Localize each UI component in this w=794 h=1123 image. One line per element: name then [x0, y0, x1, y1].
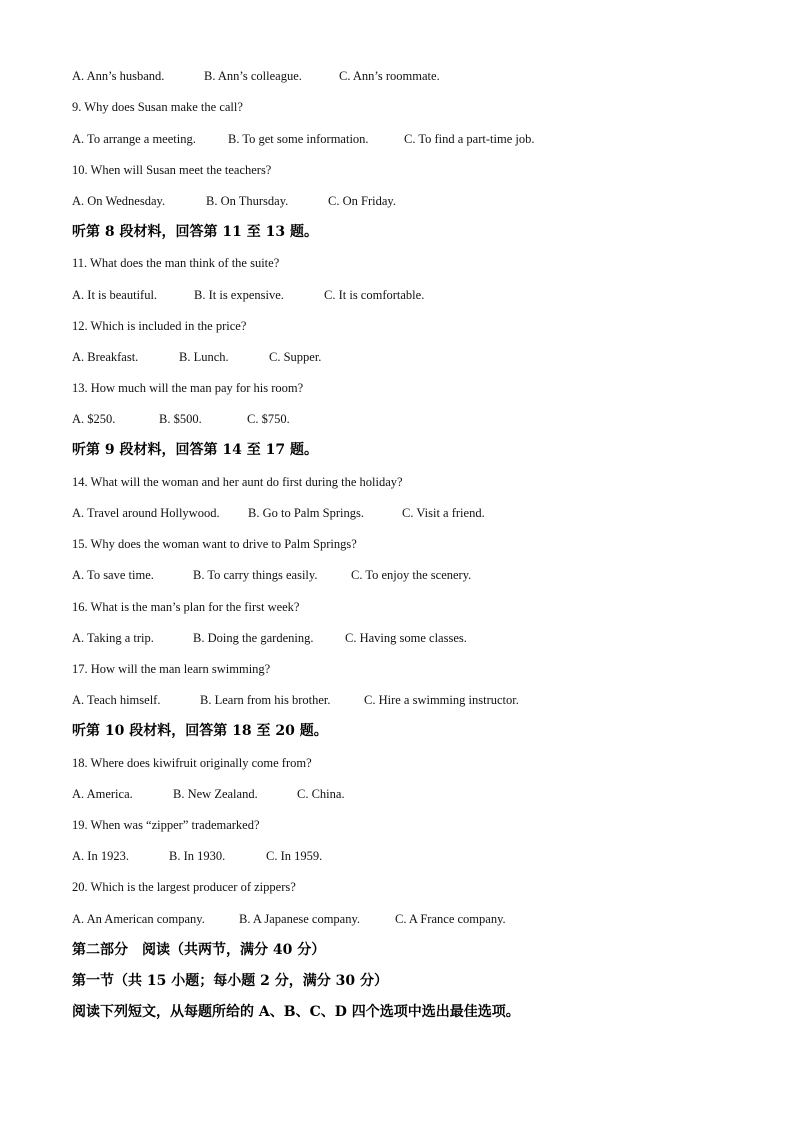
question-14: 14. What will the woman and her aunt do first during the holiday? [72, 475, 403, 489]
option-a: A. Breakfast. [72, 350, 139, 364]
option-c: C. Supper. [269, 350, 322, 364]
option-a: A. On Wednesday. [72, 194, 166, 208]
question-18: 18. Where does kiwifruit originally come from? [72, 756, 312, 770]
option-b: B. To get some information. [228, 132, 369, 146]
option-a: A. America. [72, 787, 133, 801]
question-15: 15. Why does the woman want to drive to Palm Springs? [72, 537, 357, 551]
option-c: C. Having some classes. [345, 631, 467, 645]
option-b: B. $500. [159, 412, 202, 426]
options-q13 [72, 411, 290, 427]
question-12: 12. Which is included in the price? [72, 319, 247, 333]
part-two-heading: 第二部分 阅读（共两节，满分 40 分） [72, 942, 326, 958]
option-b: B. On Thursday. [206, 194, 289, 208]
options-q16 [72, 630, 467, 646]
section-heading-8: 听第 8 段材料，回答第 11 至 13 题。 [72, 224, 318, 240]
question-10: 10. When will Susan meet the teachers? [72, 163, 272, 177]
options-q17 [72, 692, 519, 708]
options-q20 [72, 911, 506, 927]
section-heading-10: 听第 10 段材料，回答第 18 至 20 题。 [72, 723, 328, 739]
options-q15 [72, 567, 471, 583]
question-19: 19. When was “zipper” trademarked? [72, 818, 260, 832]
question-13: 13. How much will the man pay for his room? [72, 381, 304, 395]
option-c: C. On Friday. [328, 194, 396, 208]
option-c: C. Ann’s roommate. [339, 69, 440, 83]
options-q8 [72, 68, 440, 84]
options-q14 [72, 505, 485, 521]
option-a: A. Teach himself. [72, 693, 161, 707]
option-a: A. It is beautiful. [72, 288, 158, 302]
option-b: B. It is expensive. [194, 288, 284, 302]
option-b: B. Lunch. [179, 350, 229, 364]
options-q11 [72, 287, 424, 303]
option-c: C. Hire a swimming instructor. [364, 693, 519, 707]
option-b: B. In 1930. [169, 849, 226, 863]
section-heading-9: 听第 9 段材料，回答第 14 至 17 题。 [72, 442, 318, 458]
options-q9 [72, 131, 534, 147]
option-c: C. To find a part-time job. [404, 132, 535, 146]
section-one-heading: 第一节（共 15 小题；每小题 2 分，满分 30 分） [72, 973, 388, 989]
option-a: A. $250. [72, 412, 116, 426]
question-20: 20. Which is the largest producer of zippers? [72, 880, 296, 894]
option-a: A. In 1923. [72, 849, 129, 863]
option-c: C. China. [297, 787, 345, 801]
options-q10 [72, 193, 396, 209]
options-q12 [72, 349, 321, 365]
option-a: A. Ann’s husband. [72, 69, 165, 83]
option-b: B. New Zealand. [173, 787, 258, 801]
option-a: A. To save time. [72, 568, 154, 582]
option-c: C. In 1959. [266, 849, 323, 863]
option-a: A. To arrange a meeting. [72, 132, 196, 146]
option-b: B. Go to Palm Springs. [248, 506, 364, 520]
options-q19 [72, 848, 322, 864]
question-16: 16. What is the man’s plan for the first week? [72, 600, 300, 614]
option-b: B. A Japanese company. [239, 912, 361, 926]
reading-instructions: 阅读下列短文，从每题所给的 A、B、C、D 四个选项中选出最佳选项。 [72, 1004, 520, 1020]
question-11: 11. What does the man think of the suite? [72, 256, 280, 270]
option-b: B. Ann’s colleague. [204, 69, 302, 83]
option-a: A. An American company. [72, 912, 205, 926]
option-c: C. It is comfortable. [324, 288, 425, 302]
question-17: 17. How will the man learn swimming? [72, 662, 271, 676]
options-q18 [72, 786, 345, 802]
option-a: A. Taking a trip. [72, 631, 154, 645]
option-b: B. Doing the gardening. [193, 631, 314, 645]
option-c: C. To enjoy the scenery. [351, 568, 472, 582]
question-9: 9. Why does Susan make the call? [72, 100, 243, 114]
option-c: C. Visit a friend. [402, 506, 485, 520]
option-a: A. Travel around Hollywood. [72, 506, 220, 520]
option-b: B. Learn from his brother. [200, 693, 331, 707]
option-c: C. $750. [247, 412, 290, 426]
option-c: C. A France company. [395, 912, 506, 926]
option-b: B. To carry things easily. [193, 568, 318, 582]
